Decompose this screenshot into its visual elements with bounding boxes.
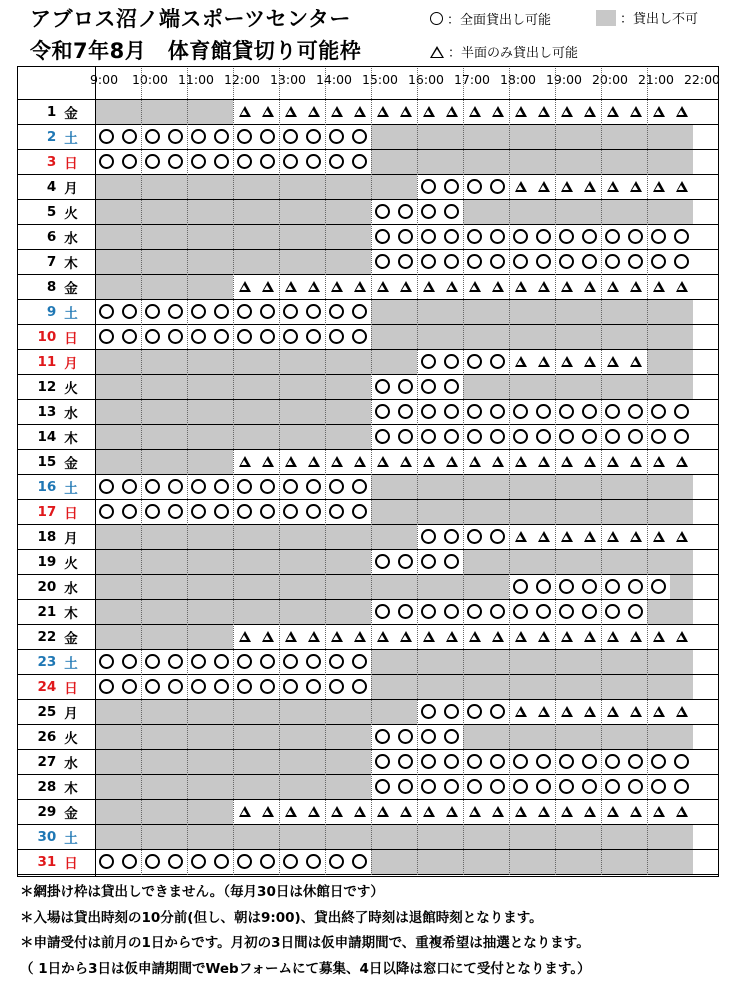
weekday-label: 火 [64,730,78,747]
weekday-label: 土 [64,305,78,322]
schedule-grid [17,66,719,877]
hour-label: 14:00 [315,72,353,87]
weekday-label: 月 [64,180,78,197]
weekday-label: 日 [64,855,78,872]
note-2: ＊入場は貸出時刻の10分前(但し、朝は9:00)、貸出終了時刻は退館時刻となります。 [20,910,543,926]
legend-unavailable-label: ：貸出し不可 [620,12,699,27]
weekday-label: 土 [64,830,78,847]
day-number: 30 [37,828,57,845]
weekday-label: 火 [64,555,78,572]
weekday-label: 火 [64,205,78,222]
weekday-label: 水 [64,580,78,597]
day-number: 6 [46,228,57,245]
page-title: アブロス沼ノ端スポーツセンター [30,7,351,31]
weekday-label: 金 [64,105,78,122]
gray-box-icon [596,10,616,26]
hour-label: 16:00 [407,72,445,87]
day-number: 19 [37,553,57,570]
day-number: 31 [37,853,57,870]
day-number: 26 [37,728,57,745]
hour-label: 19:00 [545,72,583,87]
day-number: 21 [37,603,57,620]
hour-label: 10:00 [131,72,169,87]
weekday-label: 水 [64,405,78,422]
day-number: 18 [37,528,57,545]
legend-half [430,42,578,61]
day-number: 12 [37,378,57,395]
day-number: 22 [37,628,57,645]
weekday-label: 日 [64,155,78,172]
day-number: 2 [46,128,57,145]
day-number: 11 [37,353,57,370]
weekday-label: 金 [64,805,78,822]
hour-label: 18:00 [499,72,537,87]
hour-label: 11:00 [177,72,215,87]
day-number: 23 [37,653,57,670]
weekday-label: 土 [64,130,78,147]
weekday-label: 火 [64,380,78,397]
weekday-label: 土 [64,655,78,672]
note-4: （ 1日から3日は仮申請期間でWebフォームにて募集、4日以降は窓口にて受付となります。） [20,961,591,977]
day-number: 15 [37,453,57,470]
legend-full-label: ：全面貸出し可能 [447,13,552,28]
day-number: 20 [37,578,57,595]
hour-label: 9:00 [89,72,119,87]
hour-label: 15:00 [361,72,399,87]
weekday-label: 土 [64,480,78,497]
grid-frame [17,66,719,877]
weekday-label: 木 [64,430,78,447]
weekday-label: 金 [64,630,78,647]
day-number: 10 [37,328,57,345]
hour-label: 20:00 [591,72,629,87]
hour-label: 22:00 [683,72,721,87]
circle-icon [430,12,443,25]
day-number: 16 [37,478,57,495]
weekday-label: 木 [64,605,78,622]
hour-label: 21:00 [637,72,675,87]
legend-half-label: ：半面のみ貸出し可能 [448,46,579,61]
weekday-label: 木 [64,255,78,272]
weekday-label: 金 [64,455,78,472]
day-number: 3 [46,153,57,170]
hour-label: 17:00 [453,72,491,87]
day-number: 13 [37,403,57,420]
weekday-label: 日 [64,330,78,347]
day-number: 25 [37,703,57,720]
hour-label: 12:00 [223,72,261,87]
note-3: ＊申請受付は前月の1日からです。月初の3日間は仮申請期間で、重複希望は抽選となります。 [20,935,590,951]
triangle-icon [430,46,444,58]
hour-label: 13:00 [269,72,307,87]
day-number: 27 [37,753,57,770]
weekday-label: 月 [64,705,78,722]
day-number: 9 [46,303,57,320]
day-number: 5 [46,203,57,220]
day-number: 29 [37,803,57,820]
day-number: 7 [46,253,57,270]
weekday-label: 月 [64,530,78,547]
day-number: 14 [37,428,57,445]
day-number: 4 [46,178,57,195]
day-number: 17 [37,503,57,520]
weekday-label: 月 [64,355,78,372]
day-number: 28 [37,778,57,795]
day-number: 8 [46,278,57,295]
page-subtitle: 令和7年8月 体育館貸切り可能枠 [30,39,362,63]
legend-unavailable [596,8,698,27]
weekday-label: 日 [64,680,78,697]
day-number: 1 [46,103,57,120]
day-number: 24 [37,678,57,695]
legend-full [430,9,551,28]
weekday-label: 金 [64,280,78,297]
weekday-label: 木 [64,780,78,797]
weekday-label: 水 [64,230,78,247]
weekday-label: 日 [64,505,78,522]
weekday-label: 水 [64,755,78,772]
note-1: ＊網掛け枠は貸出しできません。（毎月30日は休館日です） [20,884,384,900]
